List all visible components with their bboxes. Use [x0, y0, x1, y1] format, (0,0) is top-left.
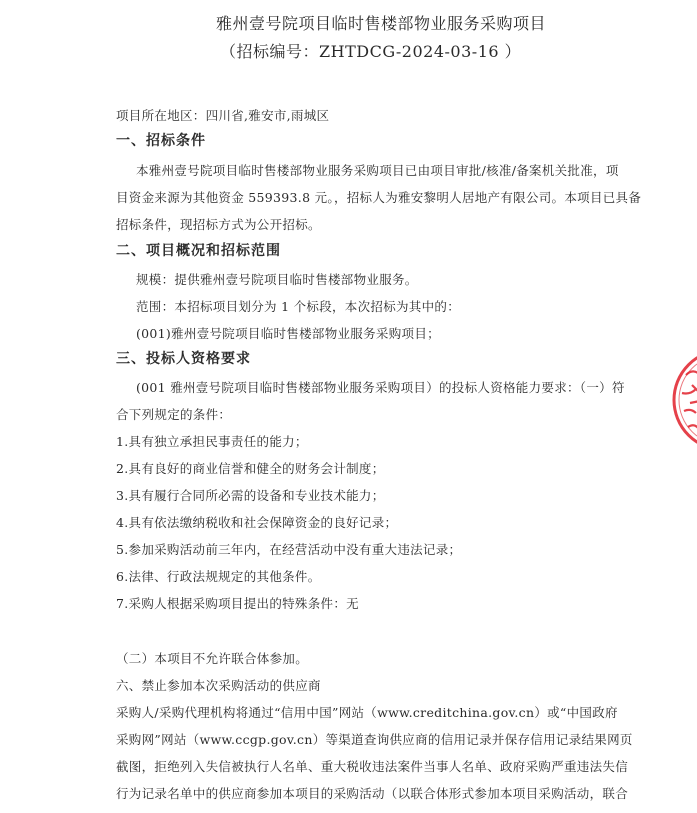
section-1-heading: 一、招标条件 — [116, 133, 206, 149]
section-3-line: 合下列规定的条件： — [116, 407, 232, 422]
section-2-heading: 二、项目概况和招标范围 — [116, 243, 281, 259]
requirement-item: 2.具有良好的商业信誉和健全的财务会计制度； — [116, 461, 385, 476]
section-6-heading: 六、禁止参加本次采购活动的供应商 — [116, 678, 321, 693]
tender-number: （招标编号：ZHTDCG-2024-03-16 ） — [220, 42, 522, 61]
consortium-note: （二）本项目不允许联合体参加。 — [116, 651, 309, 666]
section-3-heading: 三、投标人资格要求 — [116, 351, 251, 367]
requirement-item: 5.参加采购活动前三年内，在经营活动中没有重大违法记录； — [116, 542, 462, 557]
requirement-item: 6.法律、行政法规规定的其他条件。 — [116, 569, 321, 584]
section-1-line: 招标条件，现招标方式为公开招标。 — [116, 217, 321, 232]
document-title: 雅州壹号院项目临时售楼部物业服务采购项目 — [216, 14, 547, 33]
requirement-item: 3.具有履行合同所必需的设备和专业技术能力； — [116, 488, 385, 503]
section-3-line: (001 雅州壹号院项目临时售楼部物业服务采购项目）的投标人资格能力要求：（一）符 — [136, 380, 625, 395]
requirement-item: 1.具有独立承担民事责任的能力； — [116, 434, 308, 449]
requirement-item: 4.具有依法缴纳税收和社会保障资金的良好记录； — [116, 515, 398, 530]
section-2-line: (001)雅州壹号院项目临时售楼部物业服务采购项目； — [136, 326, 440, 341]
requirement-item: 7.采购人根据采购项目提出的特殊条件：无 — [116, 596, 359, 611]
section-2-line: 规模：提供雅州壹号院项目临时售楼部物业服务。 — [136, 272, 418, 287]
section-6-line: 采购网”网站（www.ccgp.gov.cn）等渠道查询供应商的信用记录并保存信用记录结果网页 — [116, 732, 633, 747]
section-2-line: 范围：本招标项目划分为 1 个标段，本次招标为其中的： — [136, 299, 461, 314]
red-seal-stamp — [672, 345, 697, 455]
section-1-line: 本雅州壹号院项目临时售楼部物业服务采购项目已由项目审批/核准/备案机关批准，项 — [136, 163, 619, 178]
project-location: 项目所在地区：四川省,雅安市,雨城区 — [116, 108, 330, 123]
section-6-line: 截图，拒绝列入失信被执行人名单、重大税收违法案件当事人名单、政府采购严重违法失信 — [116, 759, 629, 774]
section-6-line: 采购人/采购代理机构将通过“信用中国”网站（www.creditchina.gov.cn）或“中国政府 — [116, 705, 618, 720]
section-1-line: 目资金来源为其他资金 559393.8 元。，招标人为雅安黎明人居地产有限公司。本项目已具备 — [116, 190, 642, 205]
section-6-line: 行为记录名单中的供应商参加本项目的采购活动（以联合体形式参加本项目采购活动，联合 — [116, 786, 629, 801]
